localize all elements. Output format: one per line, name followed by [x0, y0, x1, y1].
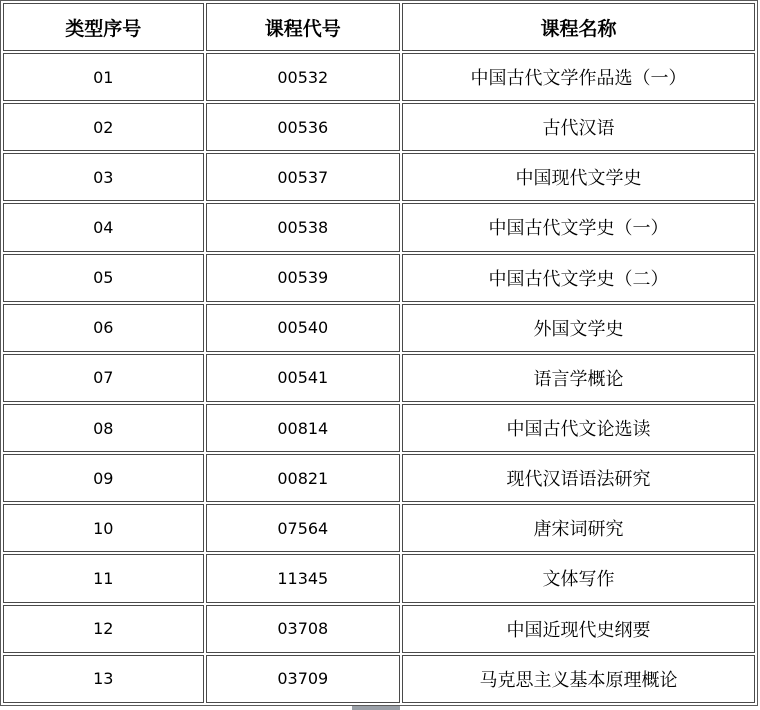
table-row: [3, 454, 755, 502]
cell-course-code: 00539: [206, 254, 401, 302]
cell-course-code: 00540: [206, 304, 401, 352]
scrollbar-thumb[interactable]: [352, 706, 400, 710]
cell-type-number: 09: [3, 454, 204, 502]
table-row: [3, 153, 755, 201]
cell-type-number: 06: [3, 304, 204, 352]
table-row: [3, 254, 755, 302]
cell-course-code: 07564: [206, 504, 401, 552]
cell-course-name: 外国文学史: [402, 304, 755, 352]
cell-type-number: 13: [3, 655, 204, 703]
cell-course-code: 00532: [206, 53, 401, 101]
cell-course-name: 现代汉语语法研究: [402, 454, 755, 502]
cell-course-name: 唐宋词研究: [402, 504, 755, 552]
header-course-code: 课程代号: [206, 3, 401, 51]
table-row: [3, 103, 755, 151]
header-course-name: 课程名称: [402, 3, 755, 51]
cell-course-name: 中国近现代史纲要: [402, 605, 755, 653]
cell-course-code: 00541: [206, 354, 401, 402]
table-row: [3, 504, 755, 552]
cell-course-name: 中国古代文学作品选（一）: [402, 53, 755, 101]
cell-type-number: 12: [3, 605, 204, 653]
table-row: [3, 554, 755, 602]
table-row: [3, 354, 755, 402]
cell-course-name: 中国古代文学史（一）: [402, 203, 755, 251]
table-row: [3, 404, 755, 452]
table-header-row: [3, 3, 755, 51]
table-row: [3, 655, 755, 703]
cell-type-number: 11: [3, 554, 204, 602]
cell-type-number: 04: [3, 203, 204, 251]
cell-type-number: 03: [3, 153, 204, 201]
cell-course-code: 00821: [206, 454, 401, 502]
course-table: [1, 1, 757, 705]
cell-course-name: 文体写作: [402, 554, 755, 602]
cell-type-number: 01: [3, 53, 204, 101]
table-row: [3, 605, 755, 653]
table-row: [3, 203, 755, 251]
cell-course-code: 03708: [206, 605, 401, 653]
cell-course-code: 00537: [206, 153, 401, 201]
cell-course-name: 中国古代文论选读: [402, 404, 755, 452]
cell-type-number: 05: [3, 254, 204, 302]
cell-course-code: 00536: [206, 103, 401, 151]
cell-course-name: 古代汉语: [402, 103, 755, 151]
cell-course-code: 03709: [206, 655, 401, 703]
cell-course-name: 中国现代文学史: [402, 153, 755, 201]
table-row: [3, 304, 755, 352]
cell-course-code: 00814: [206, 404, 401, 452]
cell-course-code: 00538: [206, 203, 401, 251]
cell-course-name: 马克思主义基本原理概论: [402, 655, 755, 703]
cell-type-number: 08: [3, 404, 204, 452]
cell-course-code: 11345: [206, 554, 401, 602]
cell-type-number: 02: [3, 103, 204, 151]
header-type-number: 类型序号: [3, 3, 204, 51]
cell-type-number: 07: [3, 354, 204, 402]
cell-course-name: 中国古代文学史（二）: [402, 254, 755, 302]
cell-course-name: 语言学概论: [402, 354, 755, 402]
cell-type-number: 10: [3, 504, 204, 552]
table-row: [3, 53, 755, 101]
